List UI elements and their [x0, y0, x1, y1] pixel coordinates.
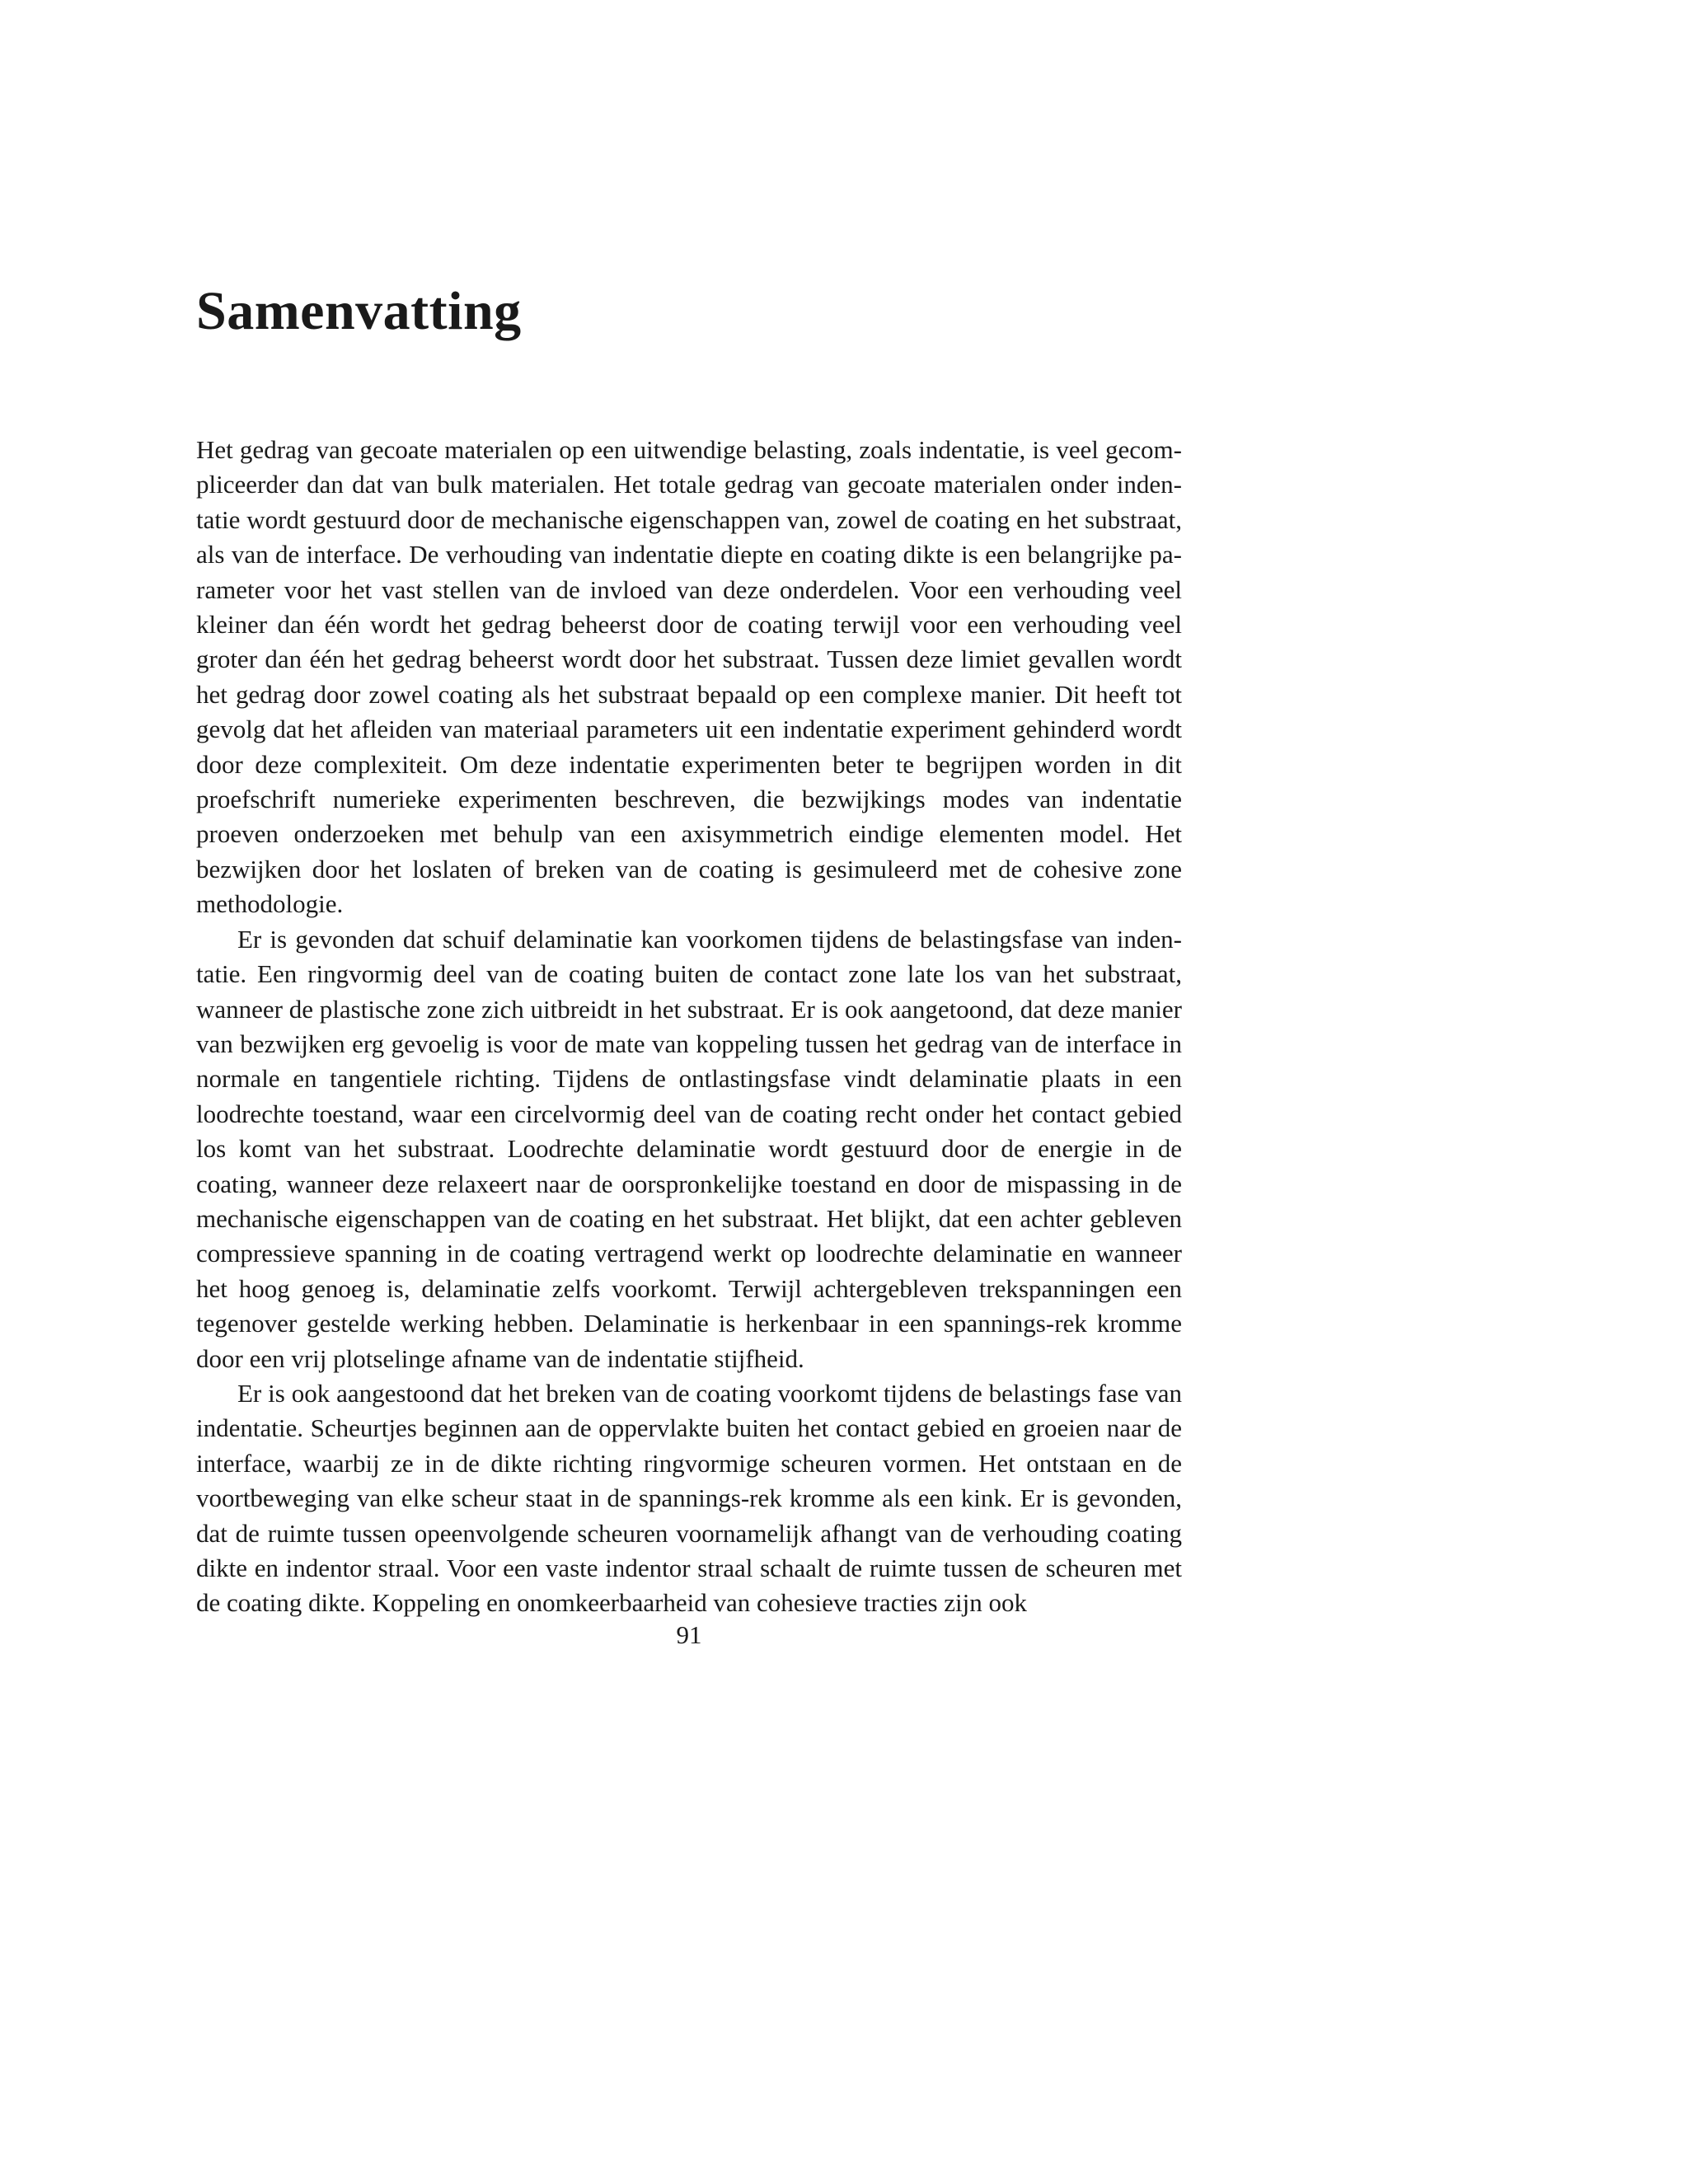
paragraph: Er is gevonden dat schuif delaminatie kan voorkomen tijdens de belastingsfase van indentatie. Een ringvormig deel van de coating buiten de contact zone late los van het substraat, wanneer de plastische zone zich uitbreidt in het substraat. Er is ook aangetoond, dat deze manier van bezwijken erg gevoelig is voor de mate van koppeling tussen het gedrag van de interface in normale en tangentiele richting. Tijdens de ontlastingsfase vindt delaminatie plaats in een loodrechte toestand, waar een circelvormig deel van de coating recht onder het contact gebied los komt van het substraat. Loodrechte delaminatie wordt gestuurd door de energie in de coating, wanneer deze relaxeert naar de oorspronkelijke toestand en door de mispassing in de mechanische eigenschappen van de coating en het substraat. Het blijkt, dat een achter gebleven compressieve spanning in de coating vertragend werkt op loodrechte delaminatie en wanneer het hoog genoeg is, delaminatie zelfs voorkomt. Terwijl achtergebleven trekspanningen een tegenover gestelde werking hebben. Delaminatie is herkenbaar in een spannings-rek kromme door een vrij plotselinge afname van de indentatie stijfheid.	[196, 924, 1182, 1373]
page-number: 91	[676, 1620, 702, 1649]
body-text	[196, 433, 1182, 1621]
paragraph: Er is ook aangestoond dat het breken van de coating voorkomt tijdens de belastings fase van indentatie. Scheurtjes beginnen aan de oppervlakte buiten het contact gebied en groeien naar de interface, waarbij ze in de dikte richting ringvormige scheuren vormen. Het ontstaan en de voortbeweging van elke scheur staat in de spannings-rek kromme als een kink. Er is gevonden, dat de ruimte tussen opeenvolgende scheuren voornamelijk afhangt van de verhouding coating dikte en indentor straal. Voor een vaste indentor straal schaalt de ruimte tussen de scheuren met de coating dikte. Koppeling en onomkeerbaarheid van cohesieve tracties zijn ook	[196, 1378, 1182, 1618]
paragraph: Het gedrag van gecoate materialen op een uitwendige belasting, zoals indentatie, is veel gecompliceerder dan dat van bulk materialen. Het totale gedrag van gecoate materialen onder indentatie wordt gestuurd door de mechanische eigenschappen van, zowel de coating en het substraat, als van de interface. De verhouding van indentatie diepte en coating dikte is een belangrijke parameter voor het vast stellen van de invloed van deze onderdelen. Voor een verhouding veel kleiner dan één wordt het gedrag beheerst door de coating terwijl voor een verhouding veel groter dan één het gedrag beheerst wordt door het substraat. Tussen deze limiet gevallen wordt het gedrag door zowel coating als het substraat bepaald op een complexe manier. Dit heeft tot gevolg dat het afleiden van materiaal parameters uit een indentatie experiment gehinderd wordt door deze complexiteit. Om deze indentatie experimenten beter te begrijpen worden in dit proefschrift numerieke experimenten beschreven, die bezwijkings modes van indentatie proeven onderzoeken met behulp van een axisymmetrich eindige elementen model. Het bezwijken door het loslaten of breken van de coating is gesimuleerd met de cohesive zone methodologie.	[196, 435, 1182, 919]
chapter-title: Samenvatting	[196, 281, 522, 341]
